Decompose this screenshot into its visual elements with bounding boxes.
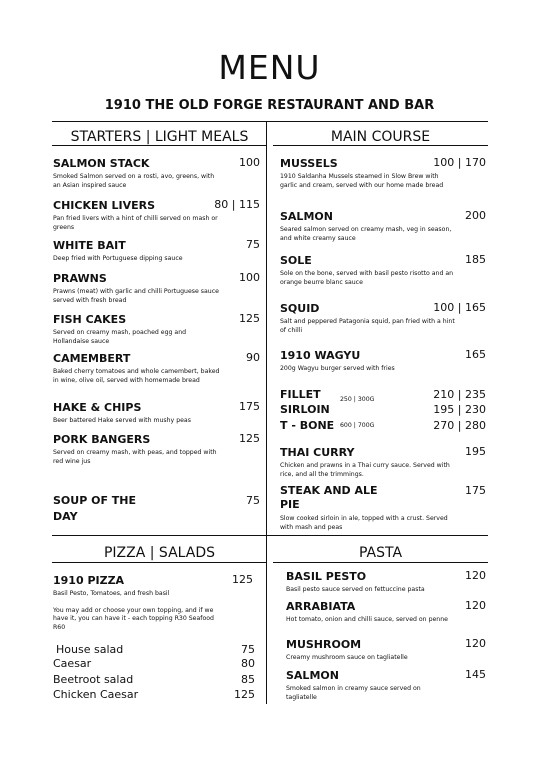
item-name: SALMON <box>280 210 333 223</box>
salad-name: Caesar <box>53 657 92 670</box>
item-name: SALMON <box>286 669 339 682</box>
item-price: 200 <box>465 209 486 222</box>
steak-price-fillet: 210 | 235 <box>433 388 486 401</box>
salad-name: Beetroot salad <box>53 673 134 686</box>
item-name: BASIL PESTO <box>286 570 367 583</box>
item-description: Basil Pesto, Tomatoes, and fresh basil <box>53 590 170 597</box>
item-description: 1910 Saldanha Mussels steamed in Slow Brew with garlic and cream, served with our home made bread <box>280 173 444 189</box>
item-description: Prawns (meat) with garlic and chilli Portuguese sauce served with fresh bread <box>53 288 219 304</box>
item-description: Deep fried with Portuguese dipping sauce <box>53 255 183 262</box>
item-price: 195 <box>465 445 486 458</box>
salad-price: 125 <box>234 688 255 701</box>
item-name: SQUID <box>280 302 320 315</box>
item-price: 125 <box>232 573 253 586</box>
item-name: 1910 PIZZA <box>53 574 125 587</box>
menu-item <box>53 272 223 305</box>
menu-item <box>53 352 223 385</box>
item-price: 175 <box>465 484 486 497</box>
item-price: 175 <box>239 400 260 413</box>
item-price: 100 | 165 <box>433 301 486 314</box>
menu-item <box>53 239 223 264</box>
steak-price-tbone: 270 | 280 <box>433 419 486 432</box>
item-name: ARRABIATA <box>286 600 356 613</box>
item-name: WHITE BAIT <box>53 239 126 252</box>
item-name: MUSSELS <box>280 157 338 170</box>
divider-pasta-header <box>273 562 488 563</box>
item-name: CHICKEN LIVERS <box>53 199 156 212</box>
item-description: Smoked Salmon served on a rosti, avo, greens, with an Asian inspired sauce <box>53 173 215 189</box>
item-price: 120 <box>465 599 486 612</box>
steak-price-sirloin: 195 | 230 <box>433 403 486 416</box>
section-pizza-salads: PIZZA | SALADS <box>103 545 216 561</box>
item-description: Pan fried livers with a hint of chilli served on mash or greens <box>53 215 218 231</box>
salad-name: Chicken Caesar <box>53 688 139 701</box>
item-name: HAKE & CHIPS <box>53 401 142 414</box>
menu-title: MENU <box>218 48 321 87</box>
item-price: 75 <box>246 494 260 507</box>
salad-name: House salad <box>56 643 124 656</box>
menu-item <box>53 401 223 426</box>
item-name: 1910 WAGYU <box>280 349 361 362</box>
item-description: Creamy mushroom sauce on tagliatelle <box>286 654 408 661</box>
item-description: Chicken and prawns in a Thai curry sauce. Served with rice, and all the trimmings. <box>280 462 450 478</box>
item-description: 200g Wagyu burger served with fries <box>280 365 395 372</box>
item-name: MUSHROOM <box>286 638 362 651</box>
item-description: Served on creamy mash, poached egg and Hollandaise sauce <box>53 329 187 345</box>
item-price: 75 <box>246 238 260 251</box>
menu-item <box>286 669 436 702</box>
steak-size-fillet-sirloin: 250 | 300G <box>340 396 375 403</box>
item-price: 120 <box>465 637 486 650</box>
divider-middle <box>52 535 488 536</box>
item-description: Beer battered Hake served with mushy peas <box>53 417 191 424</box>
item-price: 90 <box>246 351 260 364</box>
menu-item <box>53 313 223 346</box>
steak-size-tbone: 600 | 700G <box>340 422 375 429</box>
item-price: 165 <box>465 348 486 361</box>
item-name: PORK BANGERS <box>53 433 151 446</box>
item-description: Slow cooked sirloin in ale, topped with a crust. Served with mash and peas <box>280 515 448 531</box>
divider-starters-header <box>52 145 267 146</box>
salad-price: 80 <box>241 657 255 670</box>
item-price: 125 <box>239 312 260 325</box>
steak-fillet: FILLET <box>280 388 321 401</box>
menu-item <box>53 199 223 232</box>
menu-item <box>53 433 223 466</box>
item-description: Sole on the bone, served with basil pesto risotto and an orange beurre blanc sauce <box>280 270 454 286</box>
item-description: Salt and peppered Patagonia squid, pan fried with a hint of chilli <box>280 318 455 334</box>
steak-sirloin: SIRLOIN <box>280 403 330 416</box>
steak-tbone: T - BONE <box>280 419 335 432</box>
item-name: STEAK AND ALE PIE <box>280 484 378 511</box>
item-description: Seared salmon served on creamy mash, veg in season, and white creamy sauce <box>280 226 452 242</box>
item-description: Smoked salmon in creamy sauce served on tagliatelle <box>286 685 421 701</box>
item-name: FISH CAKES <box>53 313 127 326</box>
item-price: 100 <box>239 271 260 284</box>
section-pasta: PASTA <box>358 545 403 561</box>
divider-top <box>52 121 488 122</box>
item-name: THAI CURRY <box>280 446 355 459</box>
pizza-topping-note: You may add or choose your own topping, and if we have it, you can have it - each topping R30 Seafood R60 <box>53 606 214 631</box>
item-price: 185 <box>465 253 486 266</box>
item-price: 120 <box>465 569 486 582</box>
item-price: 80 | 115 <box>214 198 260 211</box>
item-price: 100 | 170 <box>433 156 486 169</box>
item-price: 145 <box>465 668 486 681</box>
salad-price: 85 <box>241 673 255 686</box>
divider-pizza-header <box>52 562 267 563</box>
section-main-course: MAIN COURSE <box>330 129 431 145</box>
item-description: Basil pesto sauce served on fettuccine pasta <box>286 586 425 593</box>
restaurant-name: 1910 THE OLD FORGE RESTAURANT AND BAR <box>104 98 435 113</box>
item-name: CAMEMBERT <box>53 352 131 365</box>
item-name: SALMON STACK <box>53 157 150 170</box>
item-description: Hot tomato, onion and chilli sauce, served on penne <box>286 616 448 623</box>
item-name: PRAWNS <box>53 272 107 285</box>
item-name: SOLE <box>280 254 312 267</box>
item-description: Served on creamy mash, with peas, and topped with red wine jus <box>53 449 217 465</box>
divider-main-header <box>273 145 488 146</box>
item-price: 125 <box>239 432 260 445</box>
menu-item <box>53 493 148 525</box>
menu-item <box>53 157 223 190</box>
item-name: SOUP OF THE DAY <box>53 494 137 523</box>
section-starters: STARTERS | LIGHT MEALS <box>70 129 249 145</box>
item-description: Baked cherry tomatoes and whole camembert, baked in wine, olive oil, served with homemade bread <box>53 368 220 384</box>
divider-vertical <box>266 121 267 704</box>
item-price: 100 <box>239 156 260 169</box>
salad-price: 75 <box>241 643 255 656</box>
